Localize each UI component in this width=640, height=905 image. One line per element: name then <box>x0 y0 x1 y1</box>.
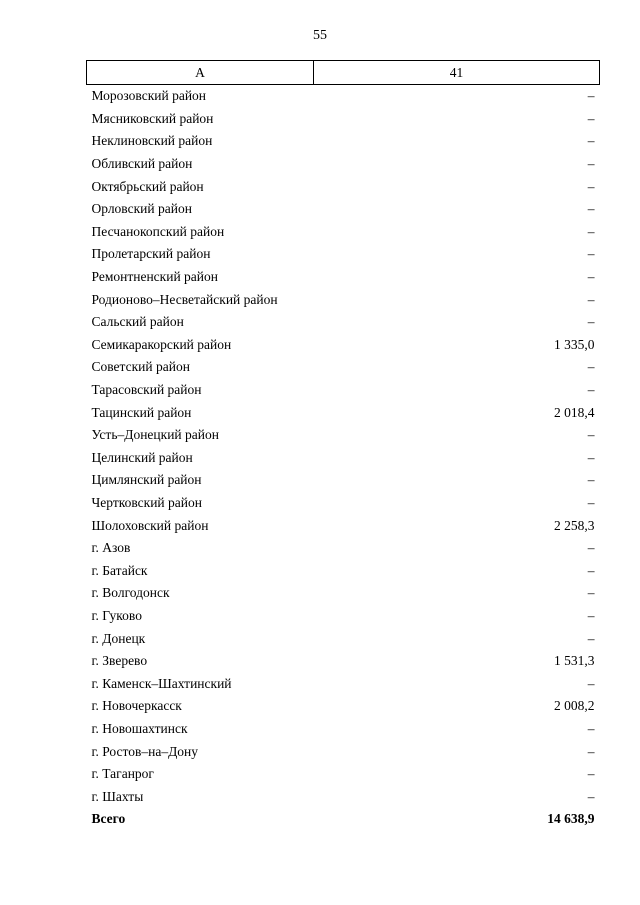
row-name: г. Донецк <box>91 630 146 646</box>
row-name: г. Новошахтинск <box>91 720 188 736</box>
row-name: г. Каменск–Шахтинский <box>91 675 232 691</box>
table-row <box>87 559 600 582</box>
row-value: – <box>587 201 595 217</box>
row-value: – <box>587 630 595 646</box>
table-row <box>87 401 600 424</box>
table-row <box>87 785 600 808</box>
row-name: Целинский район <box>91 449 193 465</box>
row-name: Советский район <box>91 359 190 375</box>
row-value: – <box>587 720 595 736</box>
page-number: 55 <box>313 28 327 43</box>
header-column-a: А <box>87 61 314 85</box>
row-name: г. Новочеркасск <box>91 698 182 714</box>
row-name: Шолоховский район <box>91 517 209 533</box>
row-name: г. Батайск <box>91 562 148 578</box>
row-value: 2 258,3 <box>554 517 595 533</box>
total-label: Всего <box>91 811 126 827</box>
row-name: г. Азов <box>91 540 131 556</box>
table-row <box>87 763 600 786</box>
row-name: Неклиновский район <box>91 133 213 149</box>
row-name: Ремонтненский район <box>91 269 218 285</box>
table-row <box>87 447 600 470</box>
row-name: Орловский район <box>91 201 192 217</box>
table-row <box>87 266 600 289</box>
row-value: – <box>587 156 595 172</box>
row-value: – <box>587 269 595 285</box>
row-value: – <box>587 607 595 623</box>
table-header <box>87 61 600 85</box>
total-row <box>87 808 600 831</box>
data-table <box>86 60 600 831</box>
row-name: Семикаракорский район <box>91 336 232 352</box>
row-value: – <box>587 223 595 239</box>
row-name: г. Волгодонск <box>91 585 170 601</box>
row-name: Обливский район <box>91 156 193 172</box>
table-row <box>87 243 600 266</box>
row-value: – <box>587 88 595 104</box>
row-value: – <box>587 675 595 691</box>
table-row <box>87 130 600 153</box>
row-name: Песчанокопский район <box>91 223 225 239</box>
row-name: Чертковский район <box>91 494 202 510</box>
row-name: Октябрьский район <box>91 178 204 194</box>
table-row <box>87 379 600 402</box>
table-row <box>87 334 600 357</box>
table-row <box>87 514 600 537</box>
row-value: – <box>587 178 595 194</box>
table-row <box>87 469 600 492</box>
row-name: Пролетарский район <box>91 246 211 262</box>
table-row <box>87 627 600 650</box>
row-name: г. Гуково <box>91 607 142 623</box>
table-row <box>87 695 600 718</box>
row-value: – <box>587 246 595 262</box>
table-row <box>87 740 600 763</box>
row-name: Мясниковский район <box>91 110 214 126</box>
row-name: Сальский район <box>91 314 184 330</box>
table-row <box>87 288 600 311</box>
row-value: 1 335,0 <box>554 336 595 352</box>
row-name: Родионово–Несветайский район <box>91 291 278 307</box>
table-row <box>87 582 600 605</box>
row-value: – <box>587 359 595 375</box>
row-name: г. Зверево <box>91 653 148 669</box>
header-column-41: 41 <box>314 61 600 85</box>
row-name: Морозовский район <box>91 88 207 104</box>
row-value: – <box>587 585 595 601</box>
row-name: Тацинский район <box>91 404 192 420</box>
table-row <box>87 718 600 741</box>
table-row <box>87 85 600 108</box>
row-name: г. Таганрог <box>91 766 154 782</box>
table-row <box>87 424 600 447</box>
table-row <box>87 175 600 198</box>
row-value: – <box>587 540 595 556</box>
row-name: г. Шахты <box>91 788 144 804</box>
row-value: – <box>587 133 595 149</box>
row-value: – <box>587 314 595 330</box>
row-value: – <box>587 494 595 510</box>
table-body <box>87 85 600 831</box>
row-value: – <box>587 291 595 307</box>
table-row <box>87 311 600 334</box>
row-value: – <box>587 472 595 488</box>
row-value: 1 531,3 <box>554 653 595 669</box>
table-row <box>87 492 600 515</box>
row-value: – <box>587 562 595 578</box>
row-value: – <box>587 766 595 782</box>
table-row <box>87 221 600 244</box>
table-row <box>87 605 600 628</box>
row-value: 2 018,4 <box>554 404 595 420</box>
table-row <box>87 650 600 673</box>
table-row <box>87 198 600 221</box>
row-value: – <box>587 382 595 398</box>
row-name: Тарасовский район <box>91 382 202 398</box>
header-row <box>87 61 600 85</box>
table-row <box>87 153 600 176</box>
row-name: г. Ростов–на–Дону <box>91 743 199 759</box>
row-value: – <box>587 788 595 804</box>
row-name: Усть–Донецкий район <box>91 427 219 443</box>
table-row <box>87 672 600 695</box>
row-value: – <box>587 449 595 465</box>
table-row <box>87 356 600 379</box>
row-value: – <box>587 743 595 759</box>
table-row <box>87 537 600 560</box>
total-value: 14 638,9 <box>547 811 595 827</box>
row-value: – <box>587 427 595 443</box>
row-value: – <box>587 110 595 126</box>
row-value: 2 008,2 <box>554 698 595 714</box>
row-name: Цимлянский район <box>91 472 202 488</box>
table-row <box>87 108 600 131</box>
